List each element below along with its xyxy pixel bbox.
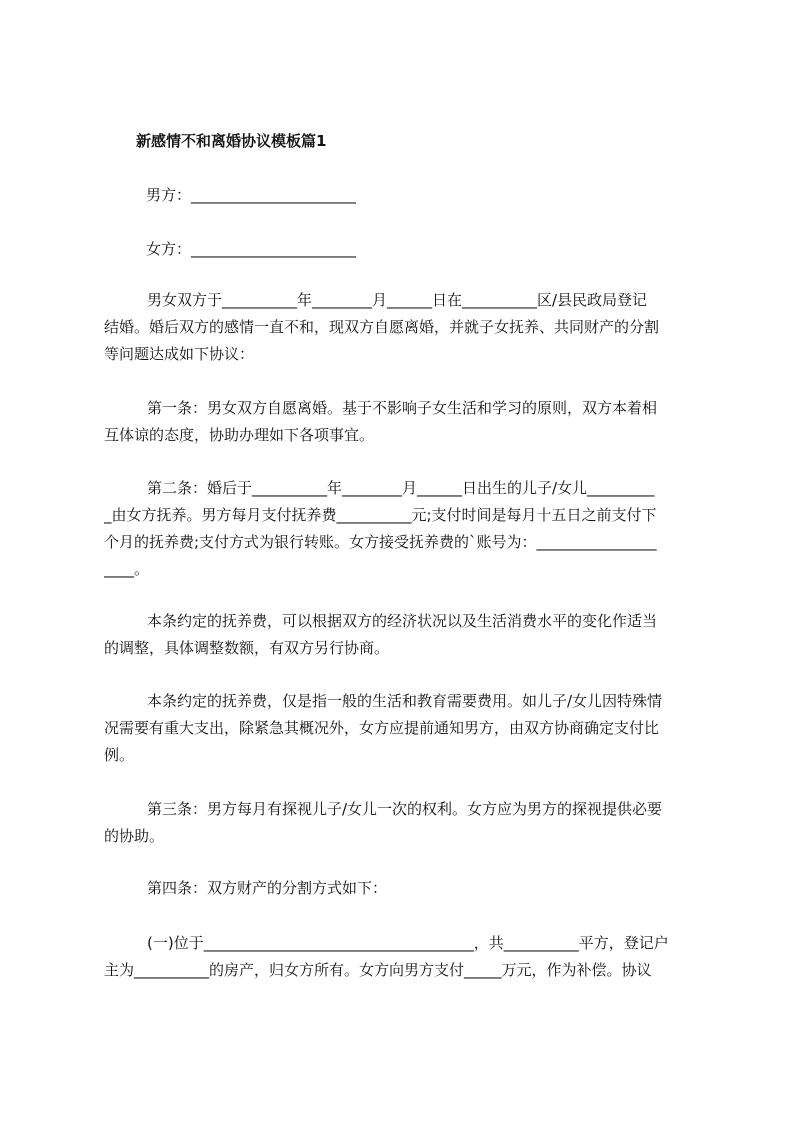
paragraph-line: 的调整，具体调整数额，有双方另行协商。 xyxy=(104,639,390,657)
paragraph-line: 个月的抚养费;支付方式为银行转账。女方接受抚养费的`账号为：________________ xyxy=(104,533,657,551)
paragraph-line: 结婚。婚后双方的感情一直不和，现双方自愿离婚，并就子女抚养、共同财产的分割 xyxy=(104,318,660,336)
paragraph-line: 况需要有重大支出，除紧急其概况外，女方应提前通知男方，由双方协商确定支付比 xyxy=(104,719,660,737)
paragraph-line: 等问题达成如下协议： xyxy=(104,345,255,363)
paragraph-support-adjustment xyxy=(104,608,700,662)
paragraph-line: 互体谅的态度，协助办理如下各项事宜。 xyxy=(104,426,375,444)
paragraph-article-1 xyxy=(104,395,700,449)
paragraph-property-item-1 xyxy=(104,930,700,984)
paragraph-line: 本条约定的抚养费，可以根据双方的经济状况以及生活消费水平的变化作适当 xyxy=(147,612,658,630)
paragraph-line: 第四条：双方财产的分割方式如下： xyxy=(147,879,388,897)
paragraph-line: 主为__________的房产，归女方所有。女方向男方支付_____万元，作为补偿。协议 xyxy=(104,961,652,979)
paragraph-line: 本条约定的抚养费，仅是指一般的生活和教育需要费用。如儿子/女儿因特殊情 xyxy=(147,692,663,710)
male-party-field: 男方：______________________ xyxy=(146,186,357,204)
paragraph-line: 男女双方于__________年________月______日在__________区/县民政局登记 xyxy=(147,291,648,309)
document-title: 新感情不和离婚协议模板篇1 xyxy=(136,132,327,150)
paragraph-article-3 xyxy=(104,796,700,850)
paragraph-article-4 xyxy=(104,875,700,902)
paragraph-line: 第二条：婚后于__________年________月______日出生的儿子/女儿_________ xyxy=(147,479,655,497)
paragraph-article-2 xyxy=(104,475,700,583)
female-party-field: 女方：______________________ xyxy=(146,240,357,258)
paragraph-line: 的协助。 xyxy=(104,827,165,845)
paragraph-line: (一)位于____________________________________，共__________平方，登记户 xyxy=(147,934,669,952)
paragraph-line: 第一条：男女双方自愿离婚。基于不影响子女生活和学习的原则，双方本着相 xyxy=(147,399,658,417)
paragraph-marriage-info xyxy=(104,287,700,368)
paragraph-line: ____。 xyxy=(104,560,150,578)
paragraph-support-scope xyxy=(104,688,700,769)
paragraph-line: 例。 xyxy=(104,746,135,764)
paragraph-line: 第三条：男方每月有探视儿子/女儿一次的权利。女方应为男方的探视提供必要 xyxy=(147,800,663,818)
paragraph-line: _由女方抚养。男方每月支付抚养费__________元;支付时间是每月十五日之前支付下 xyxy=(104,506,657,524)
